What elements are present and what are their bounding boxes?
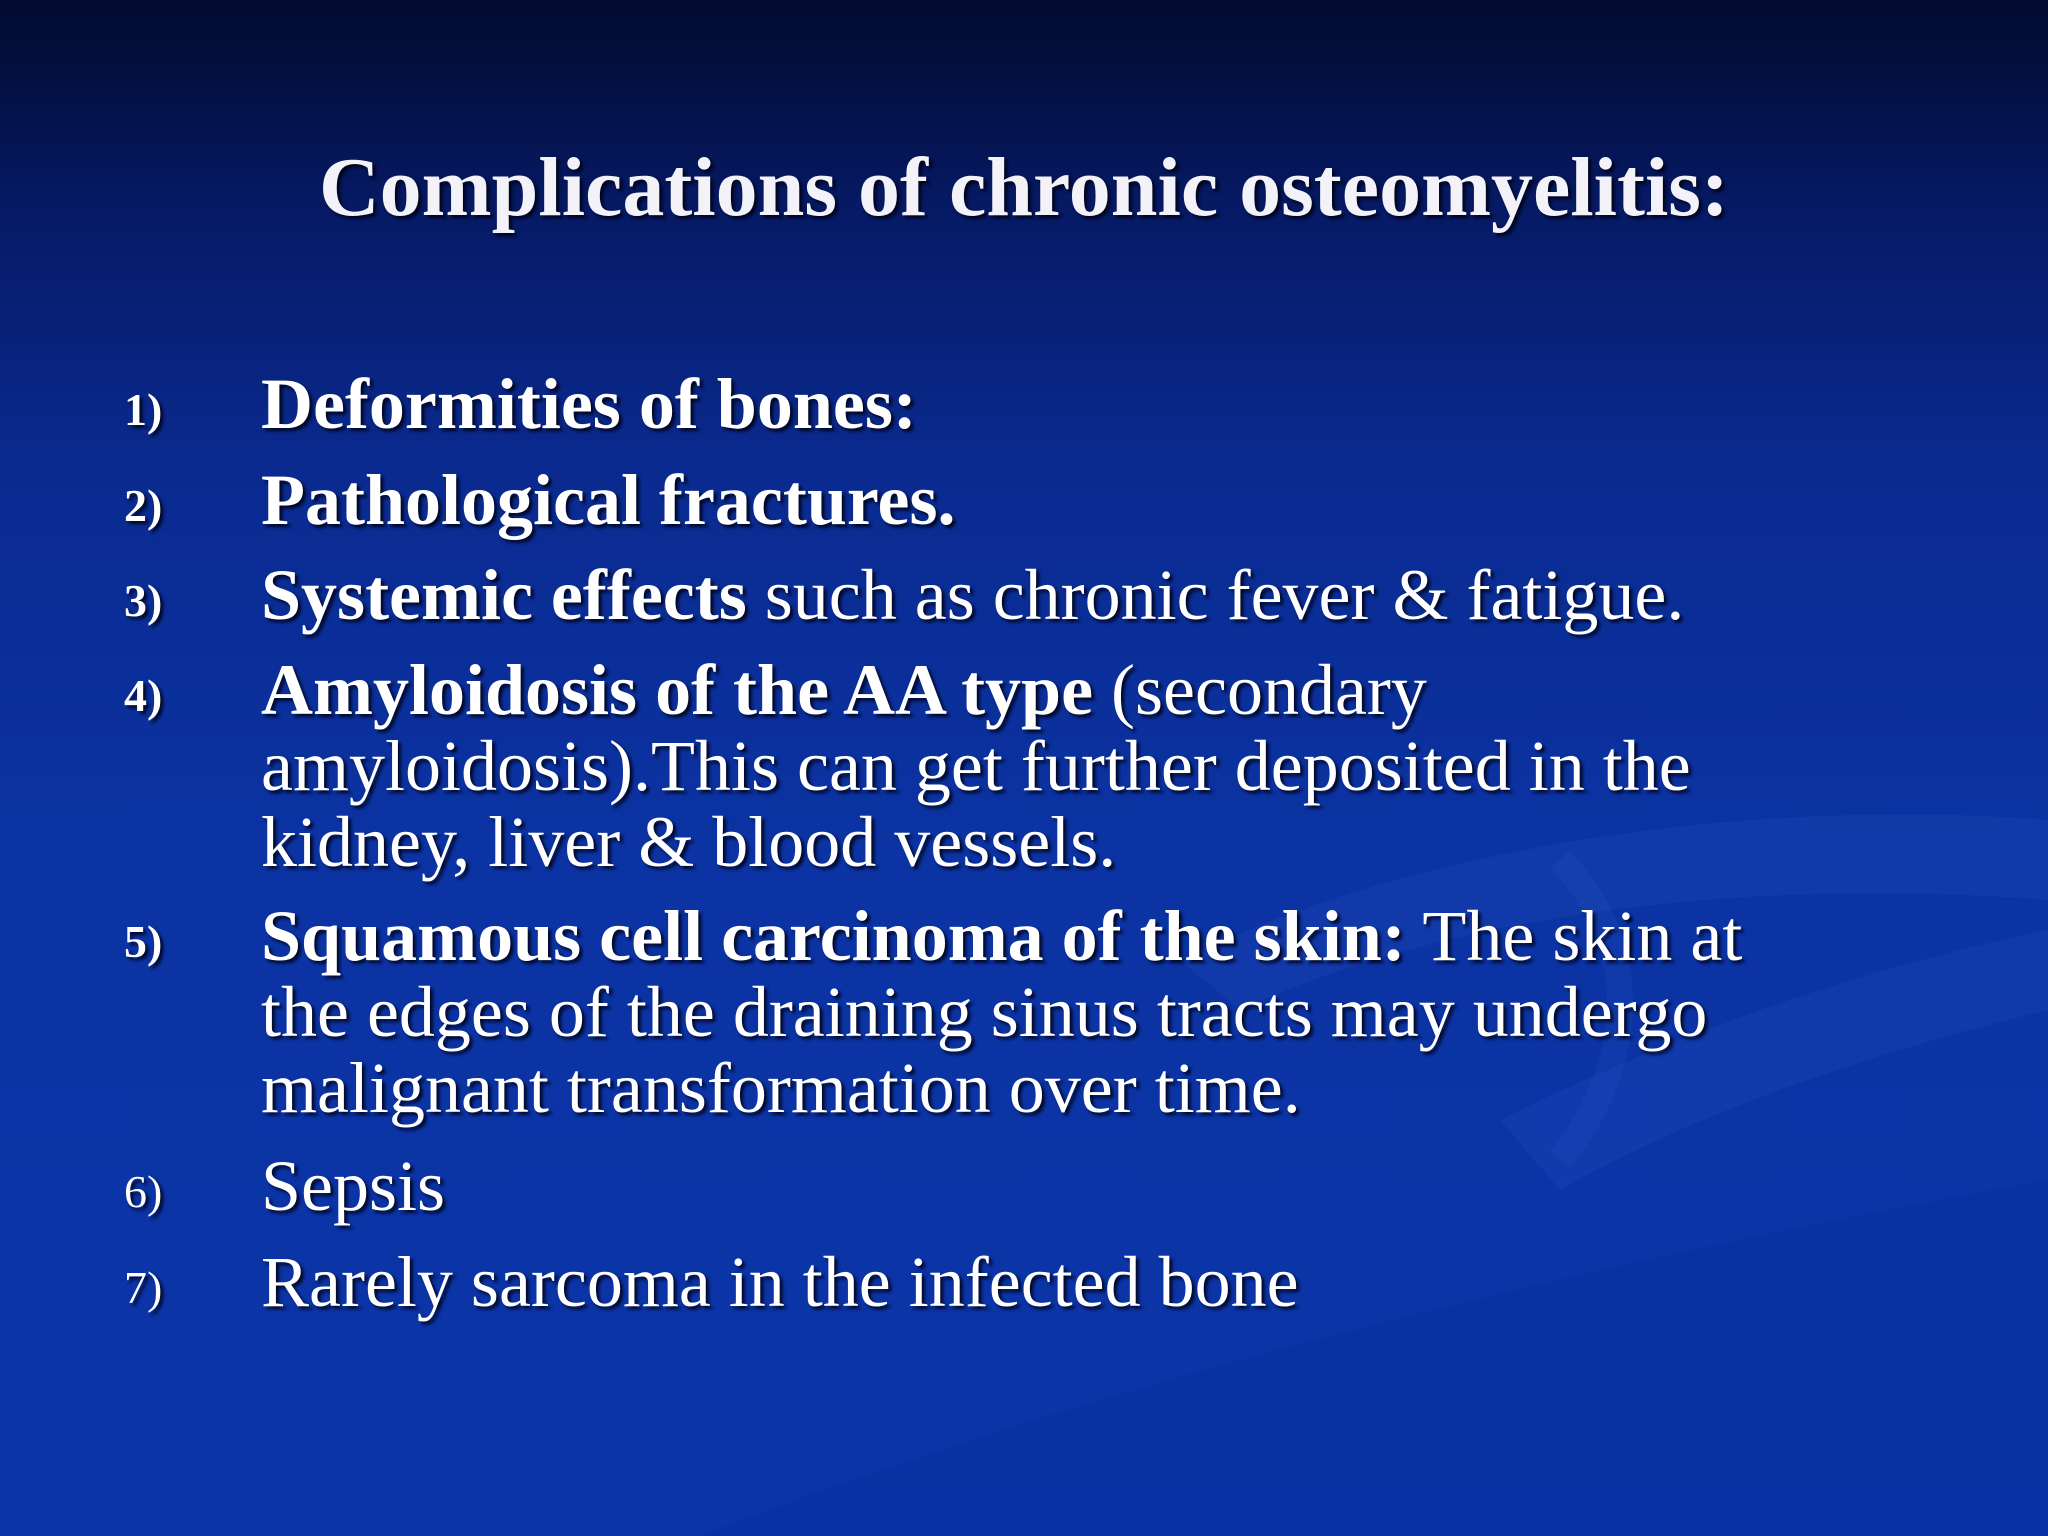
list-item-line: kidney, liver & blood vessels. (261, 802, 1117, 882)
list-item-text (261, 652, 1901, 880)
list-item-rest: The skin at (1405, 896, 1743, 976)
list-item-bold: Deformities of bones: (261, 364, 917, 444)
list-item-bold: Systemic effects (261, 555, 747, 635)
list-number: 5) (124, 916, 163, 967)
list-number: 4) (124, 670, 163, 721)
slide-title: Complications of chronic osteomyelitis: (319, 141, 1729, 234)
list-item-line: the edges of the draining sinus tracts may undergo (261, 972, 1708, 1052)
list-item-line: malignant transformation over time. (261, 1048, 1301, 1128)
list-item-text (261, 366, 1901, 442)
list-item-rest: Rarely sarcoma in the infected bone (261, 1242, 1299, 1322)
list-item-bold: Squamous cell carcinoma of the skin: (261, 896, 1406, 976)
list-number: 6) (124, 1166, 163, 1217)
list-item-text (261, 1244, 1901, 1320)
list-number: 7) (124, 1262, 163, 1313)
list-number: 2) (124, 480, 163, 531)
list-item-text (261, 462, 1901, 538)
list-item-bold: Pathological fractures. (261, 460, 956, 540)
list-item-bold: Amyloidosis of the AA type (261, 650, 1094, 730)
list-item-text (261, 1148, 1901, 1224)
list-item-rest: (secondary (1093, 650, 1427, 730)
list-item-text (261, 557, 1901, 633)
list-item-rest: such as chronic fever & fatigue. (746, 555, 1685, 635)
list-number: 1) (124, 384, 163, 435)
list-item-line: amyloidosis).This can get further deposited in the (261, 726, 1691, 806)
list-item-rest: Sepsis (261, 1146, 446, 1226)
list-item-text (261, 898, 1901, 1126)
list-number: 3) (124, 575, 163, 626)
